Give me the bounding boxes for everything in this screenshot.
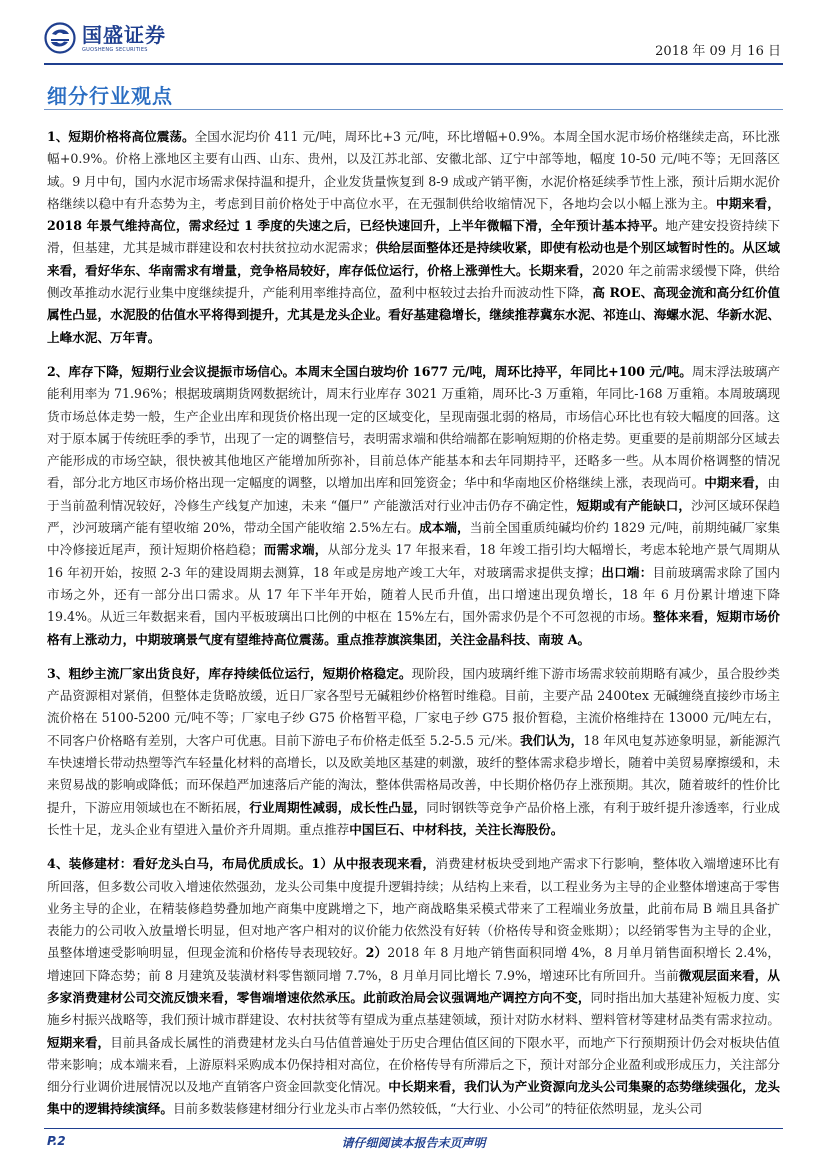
emphasis-text: 中长期来看，我们认为产业资源向龙头公司集聚的态势继续强化，龙头集中的逻辑持续演绎。 <box>47 1079 781 1117</box>
footer-divider <box>44 1128 783 1129</box>
emphasis-text: 我们认为， <box>520 732 584 748</box>
page-header <box>0 0 827 72</box>
emphasis-text: 4、装修建材：看好龙头白马，布局优质成长。1）从中报表现来看， <box>47 856 436 872</box>
body-text: 从部分龙头 17 年报来看，18 年竣工指引均大幅增长，考虑本轮地产景气周期从 16 年初开始，按照 2-3 年的建设周期去测算，18 年或是房地产竣工大年，对玻璃需求提供支撑； <box>47 542 781 580</box>
emphasis-text: 高 ROE、高现金流和高分红价值属性凸显，水泥股的估值水平将得到提升，尤其是龙头企业。看好基建稳增长，继续推荐冀东水泥、祁连山、海螺水泥、华新水泥、上峰水泥、万年青。 <box>47 285 780 345</box>
emphasis-text: 2、库存下降，短期行业会议提振市场信心。本周末全国白玻均价 1677 元/吨，周环比持平，年同比+100 元/吨。 <box>47 363 692 379</box>
emphasis-text: 中期来看， <box>704 475 768 491</box>
emphasis-text: 成本端， <box>419 520 470 536</box>
emphasis-text: 2） <box>365 945 388 961</box>
paragraph-cement <box>47 126 780 349</box>
emphasis-text: 短期或有产能缺口， <box>576 497 692 513</box>
paragraph-fiberglass <box>47 663 780 841</box>
paragraph-glass <box>47 361 780 651</box>
emphasis-text: 而需求端， <box>263 542 328 558</box>
emphasis-text: 中国巨石、中材科技，关注长海股份。 <box>349 821 564 837</box>
body-text: 由于当前盈利情况较好，冷修生产线复产加速，未来 “僵尸” 产能激活对行业冲击仍存不确定性， <box>47 475 781 513</box>
body-text: 目前玻璃需求除了国内市场之外，还有一部分出口需求。从 17 年下半年开始，随着人民币升值，出口增速出现负增长，18 年 6 月份累计增速下降 19.4%。从近三年数据来看，国内平板玻璃出口比例的中枢在 15%左右，国外需求仍是个不可忽视的市场。 <box>47 564 781 625</box>
emphasis-text: 3、粗纱主流厂家出货良好，库存持续低位运行，短期价格稳定。 <box>47 665 412 681</box>
emphasis-text: 短期来看， <box>47 1034 111 1050</box>
body-text: 目前具备成长属性的消费建材龙头白马估值普遍处于历史合理估值区间的下限水平，而地产下行预期预计仍会对板块估值带来影响；成本端来看，上游原料采购成本仍保持相对高位，在价格传导有所滞后之下，预计对部分企业盈利或形成压力，关注部分细分行业调价进展情况以及地产直销客户资金回款变化情况。 <box>47 1034 781 1095</box>
emphasis-text: 微观层面来看，从多家消费建材公司交流反馈来看，零售端增速依然承压。此前政治局会议强调地产调控方向不变， <box>47 967 781 1005</box>
body-text: 现阶段，国内玻璃纤维下游市场需求较前期略有减少，虽合股纱类产品资源相对紧俏，但整体走货略放缓，近日厂家各型号无碱粗纱价格暂时维稳。目前，主要产品 2400tex 无碱缠绕直接纱市场主流价格在 5100-5200 元/吨不等；厂家电子纱 G75 价格暂平稳，厂家电子纱 G75 报价暂稳，主流价格维持在 13000 元/吨左右，不同客户价格略有差别，大客户可优惠。目前下游电子布价格走低至 5.2-5.5 元/米。 <box>47 665 780 748</box>
header-divider <box>44 63 783 65</box>
body-text: 同时钢铁等竞争产品价格上涨，有利于玻纤提升渗透率，行业成长性十足，龙头企业有望进入量价齐升周期。重点推荐 <box>47 799 781 837</box>
section-title: 细分行业观点 <box>47 84 173 108</box>
page-number: P.2 <box>47 1134 66 1148</box>
emphasis-text: 整体来看，短期市场价格有上涨动力，中期玻璃景气度有望维持高位震荡。重点推荐旗滨集团，关注金晶科技、南玻 A。 <box>47 609 780 647</box>
company-name-en: GUOSHENG SECURITIES <box>82 46 148 53</box>
report-body <box>47 126 780 1133</box>
body-text: 2020 年之前需求缓慢下降，供给侧改革推动水泥行业集中度继续提升，产能利用率维持高位，盈利中枢较过去抬升而波动性下降， <box>47 262 781 301</box>
company-name: 国盛证券 <box>82 22 166 47</box>
body-text: 同时指出加大基建补短板力度、实施乡村振兴战略等，我们预计城市群建设、农村扶贫等有望成为重点基建领域，预计对防水材料、塑料管材等建材品类有需求拉动。 <box>47 989 781 1028</box>
footer-disclaimer: 请仔细阅读本报告末页声明 <box>341 1136 486 1150</box>
paragraph-decoration-materials <box>47 853 780 1121</box>
body-text: 消费建材板块受到地产需求下行影响，整体收入端增速环比有所回落，但多数公司收入增速依然强劲，龙头公司集中度提升逻辑持续；从结构上来看，以工程业务为主导的企业整体增速高于零售业务主导的企业，在精装修趋势叠加地产商集中度跳增之下，地产商战略集采模式带来了工程端业务放量，此前布局 B 端且具备扩表能力的公司收入放量增长明显，但对地产客户相对的议价能力依然没有好转（价格传导和资金账期）；以经销零售为主导的企业，虽整体增速受影响明显，但现金流和价格传导表现较好。 <box>47 856 781 961</box>
emphasis-text: 行业周期性减弱，成长性凸显， <box>249 799 427 815</box>
section-title-divider <box>44 109 783 110</box>
emphasis-text: 供给层面整体还是持续收紧，即使有松动也是个别区域暂时性的。从区域来看，看好华东、华南需求有增量，竞争格局较好，库存低位运行，价格上涨弹性大。长期来看， <box>47 240 781 278</box>
body-text: 周末浮法玻璃产能利用率为 71.96%；根据玻璃期货网数据统计，周末行业库存 3021 万重箱，周环比-3 万重箱，年同比-168 万重箱。本周玻璃现货市场总体走势一般，生产企业出库和现货价格出现一定的区域变化，呈现南强北弱的格局，市场信心环比也有较大幅度的回落。这对于原本属于传统旺季的季节，出现了一定的调整信号，表明需求端和供给端都在影响短期的价格走势。更重要的是前期部分区域去产能形成的市场空缺，很快被其他地区产能增加所弥补，目前总体产能基本和去年同期持平，还略多一些。从本周价格调整的情况看，部分北方地区市场价格出现一定幅度的调整，以增加出库和回笼资金；华中和华南地区价格继续上涨，表现尚可。 <box>47 363 781 491</box>
emphasis-text: 中期来看，2018 年景气维持高位，需求经过 1 季度的失速之后，已经快速回升，上半年微幅下滑，全年预计基本持平。 <box>47 195 781 234</box>
report-date: 2018 年 09 月 16 日 <box>655 44 781 59</box>
body-text: 全国水泥均价 411 元/吨，周环比+3 元/吨，环比增幅+0.9%。本周全国水泥市场价格继续走高，环比涨幅+0.9%。价格上涨地区主要有山西、山东、贵州，以及江苏北部、安徽北部、辽宁中部等地，幅度 10-50 元/吨不等；无回落区域。9 月中旬，国内水泥市场需求保持温和提升，企业发货量恢复到 8-9 成或产销平衡，水泥价格延续季节性上涨，预计后期水泥价格继续以稳中有升态势为主，考虑到目前价格处于中高位水平，在无强制供给收缩情况下，各地均会以小幅上涨为主。 <box>47 129 780 211</box>
guosheng-logo-icon <box>44 22 76 54</box>
body-text: 目前多数装修建材细分行业龙头市占率仍然较低，“大行业、小公司”的特征依然明显，龙头公司 <box>172 1101 703 1117</box>
body-text: 当前全国重质纯碱均价约 1829 元/吨，前期纯碱厂家集中冷修接近尾声，预计短期价格趋稳； <box>47 520 780 558</box>
body-text: 沙河区域环保趋严，沙河玻璃产能有望收缩 20%，带动全国产能收缩 2.5%左右。 <box>47 497 781 536</box>
company-logo <box>44 22 166 54</box>
body-text: 地产建安投资持续下滑，但基建，尤其是城市群建设和农村扶贫拉动水泥需求； <box>47 218 781 256</box>
emphasis-text: 1、短期价格将高位震荡。 <box>47 129 195 144</box>
emphasis-text: 出口端： <box>601 564 653 580</box>
body-text: 18 年风电复苏迹象明显，新能源汽车快速增长带动热塑等汽车轻量化材料的高增长，以及欧美地区基建的刺激，玻纤的整体需求稳步增长，随着中美贸易摩擦缓和，未来贸易战的影响或降低；而环保趋严加速落后产能的淘汰，整体供需格局改善，中长期价格仍存上涨预期。其次，随着玻纤的性价比提升，下游应用领域也在不断拓展， <box>47 732 781 815</box>
body-text: 2018 年 8 月地产销售面积同增 4%，8 月单月销售面积增长 2.4%，增速回下降态势；前 8 月建筑及装潢材料零售额同增 7.7%，8 月单月同比增长 7.9%，增速环比有所回升。当前 <box>47 945 781 983</box>
